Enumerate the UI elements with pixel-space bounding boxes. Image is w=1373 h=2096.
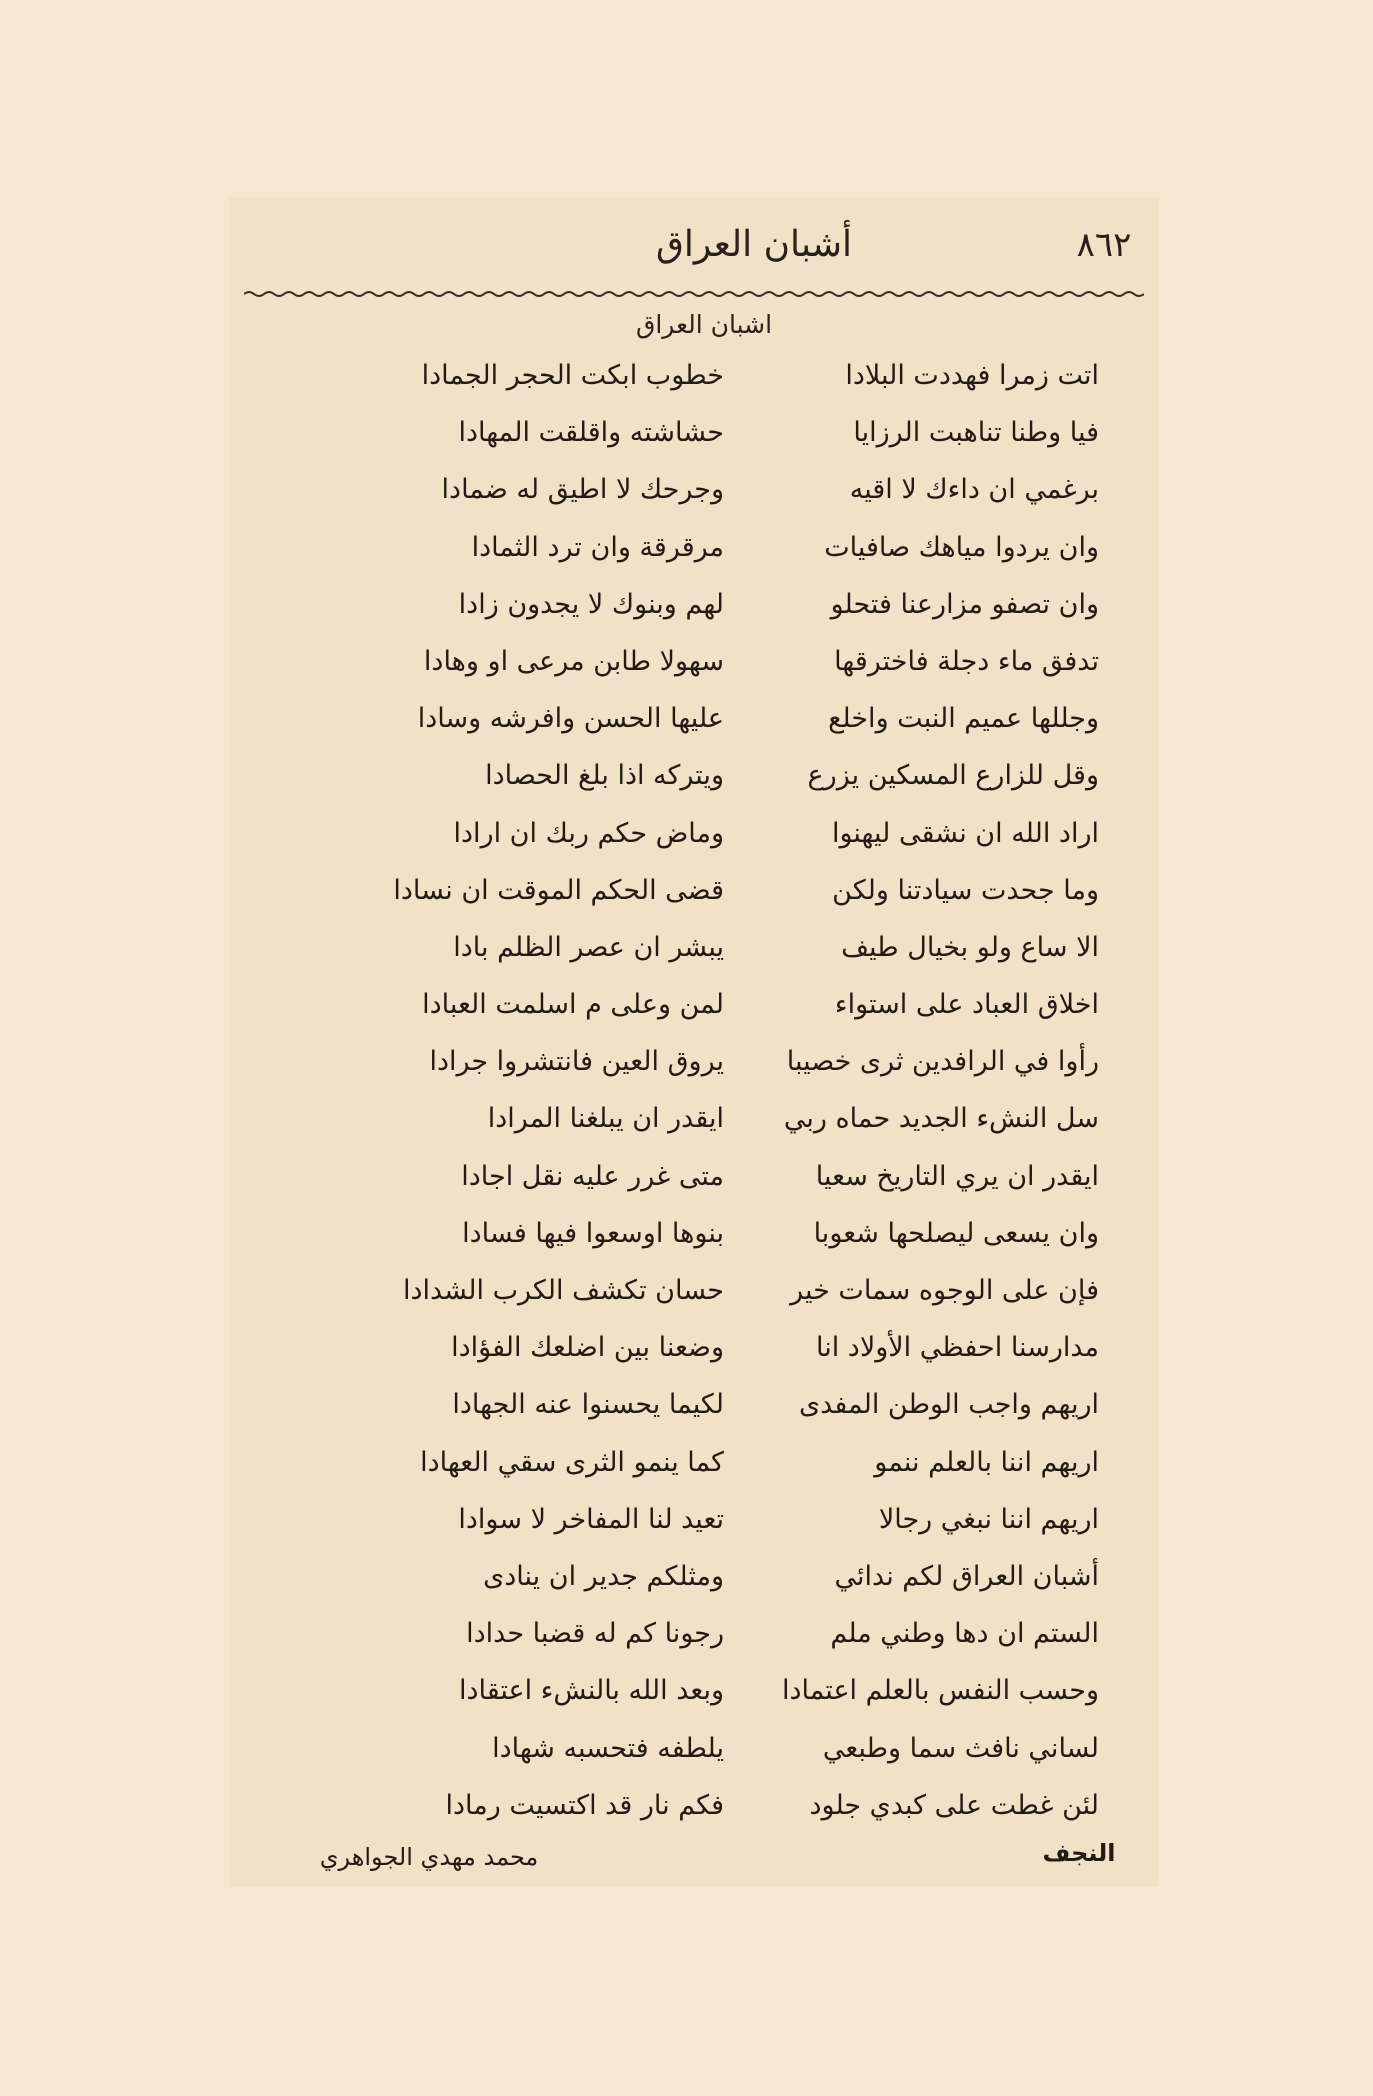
verse-first-hemistich: اريهم اننا بالعلم ننمو — [874, 1446, 1099, 1478]
verse-first-hemistich: الستم ان دها وطني ملم — [830, 1618, 1099, 1650]
verse-first-hemistich: فإن على الوجوه سمات خير — [790, 1275, 1099, 1306]
verse-row — [229, 1376, 1159, 1433]
verse-first-hemistich: وان يسعى ليصلحها شعوبا — [813, 1217, 1099, 1249]
verse-row — [229, 1548, 1159, 1605]
verse-first-hemistich: وما جحدت سيادتنا ولكن — [832, 874, 1099, 906]
verse-row — [229, 1662, 1159, 1719]
verse-second-hemistich: يبشر ان عصر الظلم بادا — [453, 931, 724, 963]
verse-first-hemistich: ايقدر ان يري التاريخ سعيا — [815, 1160, 1099, 1192]
verse-first-hemistich: اريهم اننا نبغي رجالا — [878, 1503, 1099, 1535]
verse-row — [229, 1605, 1159, 1662]
verse-row — [229, 805, 1159, 862]
verse-row — [229, 1319, 1159, 1376]
verse-first-hemistich: فيا وطنا تناهبت الرزايا — [853, 417, 1099, 449]
verse-row — [229, 747, 1159, 804]
verse-first-hemistich: سل النشء الجديد حماه ربي — [783, 1103, 1099, 1135]
page-number: ٨٦٢ — [1076, 225, 1132, 265]
verse-first-hemistich: أشبان العراق لكم ندائي — [834, 1560, 1099, 1592]
verse-second-hemistich: ومثلكم جدير ان ينادى — [483, 1560, 724, 1592]
verse-second-hemistich: لمن وعلى م اسلمت العبادا — [422, 989, 724, 1021]
verse-first-hemistich: لئن غطت على كبدي جلود — [809, 1789, 1099, 1821]
running-head: أشبان العراق — [655, 224, 852, 265]
verse-second-hemistich: وضعنا بين اضلعك الفؤادا — [451, 1332, 724, 1364]
verse-second-hemistich: سهولا طابن مرعى او وهادا — [423, 645, 724, 677]
poet-signature: محمد مهدي الجواهري — [319, 1843, 539, 1871]
verse-second-hemistich: وماض حكم ربك ان ارادا — [453, 817, 724, 849]
verse-second-hemistich: عليها الحسن وافرشه وسادا — [417, 703, 724, 735]
verse-second-hemistich: متى غرر عليه نقل اجادا — [461, 1160, 724, 1192]
verse-row — [229, 1491, 1159, 1548]
verse-first-hemistich: وان تصفو مزارعنا فتحلو — [830, 588, 1099, 620]
verse-first-hemistich: وان يردوا مياهك صافيات — [824, 531, 1099, 563]
verse-second-hemistich: وبعد الله بالنشء اعتقادا — [458, 1675, 724, 1707]
verse-second-hemistich: يروق العين فانتشروا جرادا — [429, 1046, 724, 1078]
verse-row — [229, 404, 1159, 461]
verse-row — [229, 862, 1159, 919]
verse-row — [229, 347, 1159, 404]
verse-row — [229, 1148, 1159, 1205]
verse-second-hemistich: وجرحك لا اطيق له ضمادا — [441, 474, 724, 506]
verse-second-hemistich: لهم وبنوك لا يجدون زادا — [458, 588, 724, 620]
verse-first-hemistich: اتت زمرا فهددت البلادا — [845, 360, 1099, 391]
verse-row — [229, 633, 1159, 690]
verse-first-hemistich: الا ساع ولو بخيال طيف — [841, 931, 1099, 963]
verse-first-hemistich: وحسب النفس بالعلم اعتمادا — [781, 1675, 1099, 1707]
verse-second-hemistich: قضى الحكم الموقت ان نسادا — [393, 874, 724, 906]
verse-second-hemistich: كما ينمو الثرى سقي العهادا — [420, 1446, 724, 1478]
verse-second-hemistich: حسان تكشف الكرب الشدادا — [402, 1275, 724, 1306]
verse-row — [229, 1033, 1159, 1090]
verse-first-hemistich: مدارسنا احفظي الأولاد انا — [815, 1332, 1099, 1364]
verse-row — [229, 1777, 1159, 1834]
verse-second-hemistich: يلطفه فتحسبه شهادا — [492, 1732, 724, 1764]
verse-row — [229, 976, 1159, 1033]
place-name: النجف — [1042, 1839, 1116, 1867]
verse-first-hemistich: برغمي ان داءك لا اقيه — [849, 474, 1099, 506]
book-page — [229, 197, 1159, 1887]
verse-row — [229, 1090, 1159, 1147]
verse-second-hemistich: مرقرقة وان ترد الثمادا — [471, 531, 724, 563]
verse-second-hemistich: لكيما يحسنوا عنه الجهادا — [452, 1389, 724, 1421]
verse-row — [229, 690, 1159, 747]
verse-row — [229, 1720, 1159, 1777]
verse-first-hemistich: وقل للزارع المسكين يزرع — [807, 760, 1099, 792]
verse-row — [229, 919, 1159, 976]
verse-second-hemistich: رجونا كم له قضبا حدادا — [466, 1618, 724, 1650]
verse-second-hemistich: حشاشته واقلقت المهادا — [458, 417, 724, 449]
verse-row — [229, 576, 1159, 633]
poem-verses — [229, 347, 1159, 1834]
verse-row — [229, 461, 1159, 518]
verse-second-hemistich: ايقدر ان يبلغنا المرادا — [487, 1103, 724, 1135]
verse-first-hemistich: اراد الله ان نشقى ليهنوا — [831, 817, 1099, 849]
verse-second-hemistich: فكم نار قد اكتسيت رمادا — [445, 1789, 724, 1821]
verse-second-hemistich: خطوب ابكت الحجر الجمادا — [421, 360, 724, 391]
poem-title: اشبان العراق — [635, 310, 773, 339]
verse-first-hemistich: تدفق ماء دجلة فاخترقها — [834, 645, 1099, 677]
verse-row — [229, 1205, 1159, 1262]
verse-row — [229, 1434, 1159, 1491]
verse-second-hemistich: بنوها اوسعوا فيها فسادا — [462, 1217, 724, 1249]
header-rule — [244, 289, 1144, 299]
verse-first-hemistich: اخلاق العباد على استواء — [834, 989, 1099, 1021]
verse-first-hemistich: رأوا في الرافدين ثرى خصيبا — [786, 1046, 1099, 1078]
verse-second-hemistich: ويتركه اذا بلغ الحصادا — [485, 760, 724, 792]
verse-row — [229, 519, 1159, 576]
verse-first-hemistich: اريهم واجب الوطن المفدى — [799, 1389, 1099, 1421]
verse-first-hemistich: لساني نافث سما وطبعي — [822, 1732, 1099, 1764]
verse-row — [229, 1262, 1159, 1319]
verse-first-hemistich: وجللها عميم النبت واخلع — [828, 703, 1099, 735]
verse-second-hemistich: تعيد لنا المفاخر لا سوادا — [458, 1503, 724, 1535]
